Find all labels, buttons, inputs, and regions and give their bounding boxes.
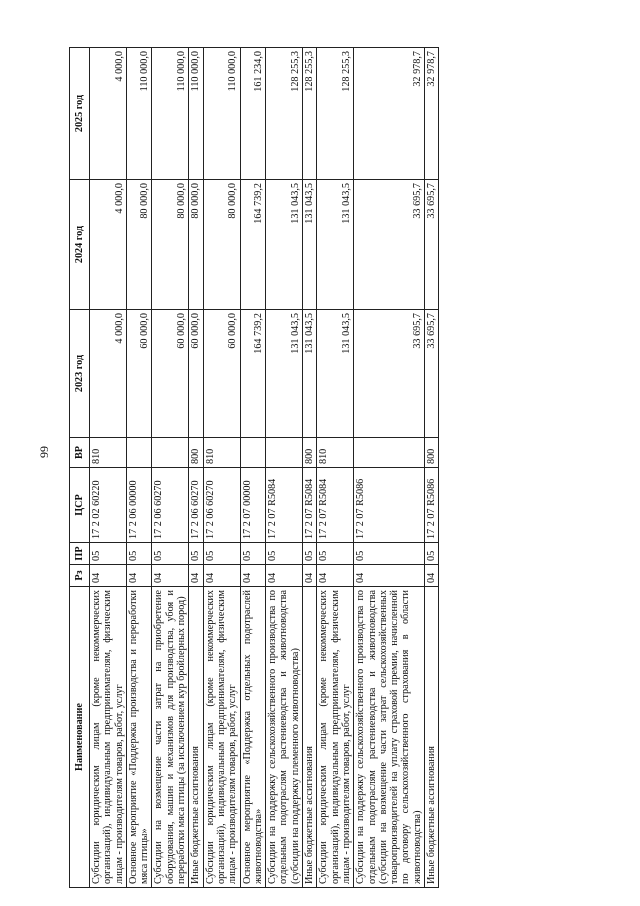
row-vr (152, 438, 189, 468)
row-value-2025: 4 000,0 (90, 48, 127, 180)
row-pr: 05 (90, 543, 127, 565)
row-vr (126, 438, 152, 468)
row-value-2024: 4 000,0 (90, 180, 127, 310)
table-header-row (70, 48, 90, 888)
header-name: Наименование (70, 587, 90, 888)
row-name: Субсидии на поддержку сельскохозяйственного производства по отдельным подотраслям растениеводства и животноводства (субсидии на поддержку племенного животноводства) (266, 587, 303, 888)
row-name: Основное мероприятие «Поддержка производства и переработки мяса птицы» (126, 587, 152, 888)
row-value-2023: 60 000,0 (189, 310, 203, 438)
row-value-2024: 33 695,7 (354, 180, 425, 310)
header-2025: 2025 год (70, 48, 90, 180)
budget-table (69, 47, 439, 888)
row-value-2023: 33 695,7 (354, 310, 425, 438)
row-vr: 800 (425, 438, 439, 468)
header-2024: 2024 год (70, 180, 90, 310)
row-rz: 04 (425, 565, 439, 587)
row-rz: 04 (303, 565, 317, 587)
row-csr: 17 2 07 00000 (240, 468, 266, 543)
table-row (303, 48, 317, 888)
row-value-2023: 60 000,0 (126, 310, 152, 438)
row-value-2023: 164 739,2 (240, 310, 266, 438)
row-csr: 17 2 07 R5084 (266, 468, 303, 543)
row-value-2025: 110 000,0 (152, 48, 189, 180)
row-value-2024: 80 000,0 (189, 180, 203, 310)
table-row (240, 48, 266, 888)
row-csr: 17 2 06 60270 (152, 468, 189, 543)
row-name: Иные бюджетные ассигнования (303, 587, 317, 888)
row-value-2023: 60 000,0 (203, 310, 240, 438)
row-csr: 17 2 07 R5086 (425, 468, 439, 543)
row-vr (240, 438, 266, 468)
row-value-2024: 131 043,5 (266, 180, 303, 310)
row-pr: 05 (303, 543, 317, 565)
row-name: Субсидии юридическим лицам (кроме некоммерческих организаций), индивидуальным предпринимателям, физическим лицам - производителям товаров, работ, услуг (317, 587, 354, 888)
row-value-2024: 80 000,0 (126, 180, 152, 310)
row-rz: 04 (266, 565, 303, 587)
row-pr: 05 (203, 543, 240, 565)
table-row (126, 48, 152, 888)
row-vr: 800 (189, 438, 203, 468)
table-row (90, 48, 127, 888)
header-csr: ЦСР (70, 468, 90, 543)
row-value-2025: 128 255,3 (317, 48, 354, 180)
row-name: Субсидии на поддержку сельскохозяйственного производства по отдельным подотраслям растениеводства и животноводства (субсидии на возмещение части затрат сельскохозяйственных товаропроизводителей на уплату страховой премии, начисленной по договору сельскохозяйственного страхования в области животноводства) (354, 587, 425, 888)
row-csr: 17 2 06 60270 (189, 468, 203, 543)
table-row (425, 48, 439, 888)
row-value-2025: 32 978,7 (354, 48, 425, 180)
row-value-2024: 131 043,5 (317, 180, 354, 310)
rotated-page (69, 48, 554, 888)
row-pr: 05 (354, 543, 425, 565)
row-pr: 05 (189, 543, 203, 565)
row-value-2024: 131 043,5 (303, 180, 317, 310)
table-row (354, 48, 425, 888)
row-value-2025: 128 255,3 (266, 48, 303, 180)
row-name: Субсидии на возмещение части затрат на приобретение оборудования, машин и механизмов для производства, убоя и переработки мяса птицы (за исключением кур бройлерных пород) (152, 587, 189, 888)
row-pr: 05 (126, 543, 152, 565)
row-csr: 17 2 02 60220 (90, 468, 127, 543)
header-vr: ВР (70, 438, 90, 468)
row-value-2025: 110 000,0 (203, 48, 240, 180)
row-value-2023: 131 043,5 (266, 310, 303, 438)
row-rz: 04 (317, 565, 354, 587)
row-value-2023: 131 043,5 (303, 310, 317, 438)
row-name: Иные бюджетные ассигнования (425, 587, 439, 888)
row-vr: 810 (90, 438, 127, 468)
table-row (317, 48, 354, 888)
row-rz: 04 (203, 565, 240, 587)
row-value-2023: 131 043,5 (317, 310, 354, 438)
row-name: Субсидии юридическим лицам (кроме некоммерческих организаций), индивидуальным предпринимателям, физическим лицам - производителям товаров, работ, услуг (90, 587, 127, 888)
table-row (189, 48, 203, 888)
row-pr: 05 (152, 543, 189, 565)
row-vr (354, 438, 425, 468)
row-rz: 04 (90, 565, 127, 587)
row-csr: 17 2 06 60270 (203, 468, 240, 543)
row-pr: 05 (425, 543, 439, 565)
row-value-2023: 33 695,7 (425, 310, 439, 438)
row-value-2025: 110 000,0 (126, 48, 152, 180)
header-rz: Рз (70, 565, 90, 587)
row-rz: 04 (240, 565, 266, 587)
row-vr: 800 (303, 438, 317, 468)
row-value-2024: 33 695,7 (425, 180, 439, 310)
header-pr: ПР (70, 543, 90, 565)
row-vr: 810 (203, 438, 240, 468)
row-csr: 17 2 06 00000 (126, 468, 152, 543)
table-row (152, 48, 189, 888)
row-value-2024: 164 739,2 (240, 180, 266, 310)
row-csr: 17 2 07 R5084 (317, 468, 354, 543)
row-value-2024: 80 000,0 (152, 180, 189, 310)
row-value-2025: 32 978,7 (425, 48, 439, 180)
row-value-2024: 80 000,0 (203, 180, 240, 310)
row-pr: 05 (240, 543, 266, 565)
row-rz: 04 (189, 565, 203, 587)
row-rz: 04 (126, 565, 152, 587)
header-2023: 2023 год (70, 310, 90, 438)
table-row (203, 48, 240, 888)
row-value-2023: 60 000,0 (152, 310, 189, 438)
row-name: Основное мероприятие «Поддержка отдельных подотраслей животноводства» (240, 587, 266, 888)
page-number: 99 (37, 446, 51, 458)
row-value-2025: 110 000,0 (189, 48, 203, 180)
table-row (266, 48, 303, 888)
row-value-2025: 161 234,0 (240, 48, 266, 180)
row-csr: 17 2 07 R5086 (354, 468, 425, 543)
row-csr: 17 2 07 R5084 (303, 468, 317, 543)
row-rz: 04 (354, 565, 425, 587)
row-pr: 05 (317, 543, 354, 565)
row-name: Субсидии юридическим лицам (кроме некоммерческих организаций), индивидуальным предпринимателям, физическим лицам - производителям товаров, работ, услуг (203, 587, 240, 888)
row-value-2025: 128 255,3 (303, 48, 317, 180)
row-value-2023: 4 000,0 (90, 310, 127, 438)
row-name: Иные бюджетные ассигнования (189, 587, 203, 888)
row-vr: 810 (317, 438, 354, 468)
row-rz: 04 (152, 565, 189, 587)
row-pr: 05 (266, 543, 303, 565)
row-vr (266, 438, 303, 468)
